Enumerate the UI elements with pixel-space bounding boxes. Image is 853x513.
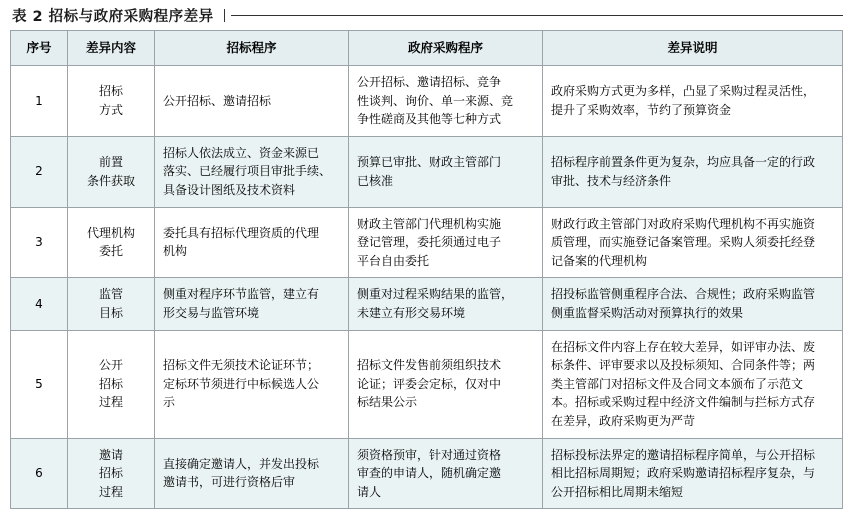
cell-bidding-procedure <box>155 278 349 330</box>
cell-government-procurement-line: 请人 <box>357 484 382 499</box>
cell-government-procurement-lines <box>357 285 534 322</box>
cell-topic-lines <box>76 285 146 322</box>
cell-government-procurement-line: 争性磋商及其他等七种方式 <box>357 112 502 127</box>
cell-difference-note <box>543 278 843 330</box>
table-body <box>11 66 843 509</box>
cell-government-procurement-line: 审查的申请人，随机确定邀 <box>357 466 502 481</box>
cell-bidding-procedure <box>155 438 349 509</box>
cell-difference-note <box>543 136 843 207</box>
table-row <box>11 136 843 207</box>
cell-difference-note-line: 政府采购方式更为多样，凸显了采购过程灵活性， <box>551 84 816 99</box>
cell-topic-lines <box>76 153 146 190</box>
cell-topic-line: 过程 <box>98 395 123 410</box>
cell-difference-note <box>543 438 843 509</box>
cell-row-number: 1 <box>11 66 68 137</box>
cell-difference-note-line: 招标程序前置条件更为复杂，均应具备一定的行政 <box>551 155 816 170</box>
table-header-row <box>11 31 843 66</box>
header-cell-gov: 政府采购程序 <box>349 31 543 66</box>
cell-topic-line: 邀请 <box>98 447 123 462</box>
cell-bidding-procedure-lines <box>163 285 340 322</box>
caption-rule <box>231 15 843 16</box>
cell-government-procurement-lines <box>357 215 534 271</box>
cell-government-procurement <box>349 136 543 207</box>
cell-government-procurement-lines <box>357 73 534 129</box>
cell-government-procurement-line: 财政主管部门代理机构实施 <box>357 216 502 231</box>
cell-topic-line: 代理机构 <box>86 225 135 240</box>
cell-topic-line: 公开 <box>98 358 123 373</box>
cell-topic <box>68 136 155 207</box>
cell-difference-note-line: 侧重监督采购活动对预算执行的效果 <box>551 305 744 320</box>
cell-topic <box>68 66 155 137</box>
table-caption <box>0 0 853 30</box>
cell-difference-note-line: 质管理，而实施登记备案管理。采购人须委托经登 <box>551 235 816 250</box>
cell-difference-note-line: 提升了采购效率，节约了预算资金 <box>551 102 732 117</box>
cell-row-number: 3 <box>11 207 68 278</box>
cell-government-procurement <box>349 66 543 137</box>
cell-bidding-procedure-lines <box>163 356 340 412</box>
cell-bidding-procedure-line: 招标人依法成立、资金来源已 <box>163 145 320 160</box>
cell-topic <box>68 278 155 330</box>
cell-topic-line: 委托 <box>98 244 123 259</box>
comparison-table <box>10 30 843 509</box>
cell-difference-note-line: 招投标监管侧重程序合法、合规性；政府采购监管 <box>551 287 816 302</box>
cell-government-procurement-line: 性谈判、询价、单一来源、竞 <box>357 93 514 108</box>
cell-difference-note-lines <box>551 215 834 271</box>
cell-government-procurement <box>349 278 543 330</box>
cell-government-procurement-line: 登记管理，委托须通过电子 <box>357 235 502 250</box>
cell-topic-lines <box>76 82 146 119</box>
cell-government-procurement-line: 论证；评委会定标，仅对中 <box>357 376 502 391</box>
cell-row-number: 6 <box>11 438 68 509</box>
cell-topic-line: 过程 <box>98 484 123 499</box>
table-caption-text: 表 2 招标与政府采购程序差异 <box>12 8 214 25</box>
table-row <box>11 278 843 330</box>
cell-government-procurement <box>349 207 543 278</box>
cell-government-procurement-line: 侧重对过程采购结果的监管， <box>357 287 514 302</box>
cell-government-procurement-line: 未建立有形交易环境 <box>357 305 466 320</box>
cell-bidding-procedure-line: 落实、已经履行项目审批手续、 <box>163 164 332 179</box>
cell-difference-note-lines <box>551 153 834 190</box>
cell-difference-note-line: 在招标文件内容上存在较大差异，如评审办法、废 <box>551 339 816 354</box>
cell-row-number: 2 <box>11 136 68 207</box>
cell-difference-note-line: 财政行政主管部门对政府采购代理机构不再实施资 <box>551 216 816 231</box>
cell-topic-lines <box>76 356 146 412</box>
cell-difference-note-line: 记备案的代理机构 <box>551 253 648 268</box>
cell-bidding-procedure-lines <box>163 144 340 200</box>
cell-bidding-procedure-line: 侧重对程序环节监管，建立有 <box>163 287 320 302</box>
cell-difference-note-line: 审批、技术与经济条件 <box>551 173 672 188</box>
header-cell-diff: 差异说明 <box>543 31 843 66</box>
cell-topic-lines <box>76 224 146 261</box>
cell-difference-note-line: 相比招标周期短；政府采购邀请招标程序复杂，与 <box>551 466 816 481</box>
cell-government-procurement-lines <box>357 356 534 412</box>
table-header <box>11 31 843 66</box>
cell-bidding-procedure-line: 机构 <box>163 244 188 259</box>
cell-topic-line: 前置 <box>98 155 123 170</box>
cell-bidding-procedure-line: 形交易与监管环境 <box>163 305 260 320</box>
cell-government-procurement-line: 预算已审批、财政主管部门 <box>357 155 502 170</box>
cell-topic-line: 目标 <box>98 305 123 320</box>
cell-topic-line: 方式 <box>98 102 123 117</box>
cell-bidding-procedure-line: 示 <box>163 395 176 410</box>
cell-government-procurement-line: 平台自由委托 <box>357 253 430 268</box>
cell-difference-note-line: 类主管部门对招标文件及合同文本颁布了示范文 <box>551 376 804 391</box>
cell-topic <box>68 207 155 278</box>
cell-government-procurement-line: 已核准 <box>357 173 394 188</box>
caption-divider <box>224 9 225 22</box>
cell-row-number: 4 <box>11 278 68 330</box>
cell-difference-note <box>543 207 843 278</box>
cell-difference-note-line: 标条件、评审要求以及投标须知、合同条件等；两 <box>551 358 816 373</box>
cell-topic <box>68 330 155 438</box>
table-container <box>0 30 853 509</box>
cell-bidding-procedure-line: 委托具有招标代理资质的代理 <box>163 225 320 240</box>
cell-difference-note-lines <box>551 338 834 431</box>
cell-topic-line: 招标 <box>98 84 123 99</box>
cell-government-procurement-line: 须资格预审，针对通过资格 <box>357 447 502 462</box>
cell-topic <box>68 438 155 509</box>
cell-difference-note-lines <box>551 285 834 322</box>
cell-row-number: 5 <box>11 330 68 438</box>
cell-government-procurement-line: 标结果公示 <box>357 395 418 410</box>
cell-topic-line: 条件获取 <box>86 173 135 188</box>
cell-bidding-procedure <box>155 207 349 278</box>
cell-difference-note-line: 招标投标法界定的邀请招标程序简单，与公开招标 <box>551 447 816 462</box>
cell-bidding-procedure-line: 定标环节须进行中标候选人公 <box>163 376 320 391</box>
cell-government-procurement-lines <box>357 446 534 502</box>
table-row <box>11 438 843 509</box>
cell-difference-note-lines <box>551 82 834 119</box>
cell-difference-note <box>543 330 843 438</box>
table-row <box>11 330 843 438</box>
cell-topic-lines <box>76 446 146 502</box>
header-cell-no: 序号 <box>11 31 68 66</box>
cell-bidding-procedure <box>155 330 349 438</box>
cell-bidding-procedure-line: 公开招标、邀请招标 <box>163 93 272 108</box>
cell-government-procurement <box>349 438 543 509</box>
cell-difference-note-lines <box>551 446 834 502</box>
cell-bidding-procedure-line: 具备设计图纸及技术资料 <box>163 182 296 197</box>
cell-difference-note-line: 本。招标或采购过程中经济文件编制与拦标方式存 <box>551 395 816 410</box>
cell-government-procurement-lines <box>357 153 534 190</box>
cell-bidding-procedure-lines <box>163 92 340 111</box>
table-row <box>11 207 843 278</box>
cell-bidding-procedure-lines <box>163 455 340 492</box>
cell-topic-line: 监管 <box>98 287 123 302</box>
header-cell-topic: 差异内容 <box>68 31 155 66</box>
cell-government-procurement-line: 公开招标、邀请招标、竞争 <box>357 75 502 89</box>
cell-topic-line: 招标 <box>98 376 123 391</box>
header-cell-bid: 招标程序 <box>155 31 349 66</box>
cell-difference-note <box>543 66 843 137</box>
cell-bidding-procedure-line: 直接确定邀请人，并发出投标 <box>163 456 320 471</box>
cell-bidding-procedure-lines <box>163 224 340 261</box>
cell-government-procurement-line: 招标文件发售前须组织技术 <box>357 358 502 373</box>
cell-difference-note-line: 在差异，政府采购更为严苛 <box>551 413 696 428</box>
cell-government-procurement <box>349 330 543 438</box>
table-row <box>11 66 843 137</box>
cell-bidding-procedure-line: 邀请书，可进行资格后审 <box>163 475 296 490</box>
cell-bidding-procedure <box>155 66 349 137</box>
cell-bidding-procedure-line: 招标文件无须技术论证环节； <box>163 358 320 373</box>
cell-topic-line: 招标 <box>98 466 123 481</box>
cell-bidding-procedure <box>155 136 349 207</box>
cell-difference-note-line: 公开招标相比周期未缩短 <box>551 484 684 499</box>
